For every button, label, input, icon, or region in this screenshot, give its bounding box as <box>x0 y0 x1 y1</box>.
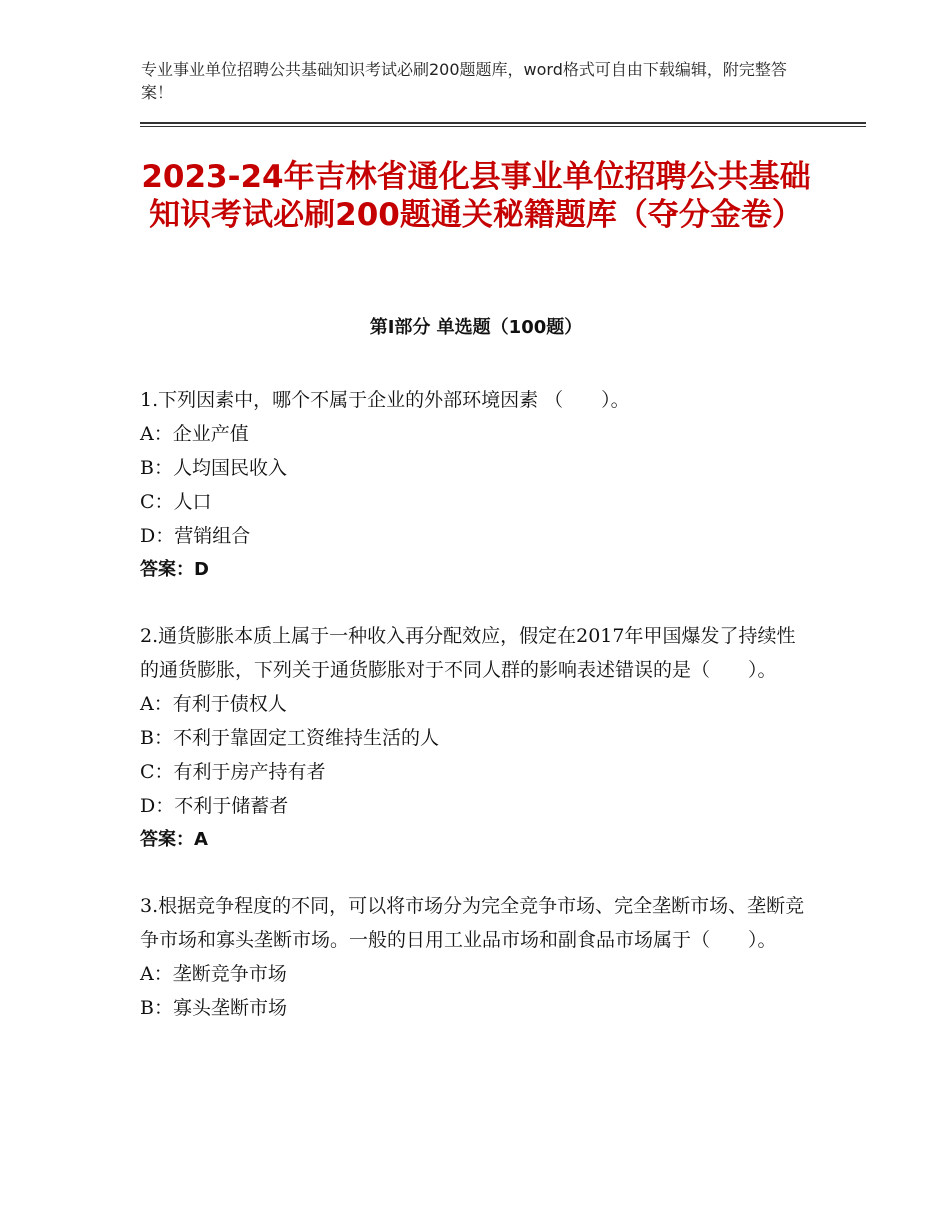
option-b: B：人均国民收入 <box>140 457 287 479</box>
question-stem: 2.通货膨胀本质上属于一种收入再分配效应，假定在2017年甲国爆发了持续性的通货膨胀，下列关于通货膨胀对于不同人群的影响表述错误的是（ ）。 <box>140 625 796 681</box>
answer-line: 答案：A <box>140 829 208 850</box>
option-c: C：有利于房产持有者 <box>140 761 326 783</box>
answer-line: 答案：D <box>140 559 209 580</box>
header-divider-thick <box>140 122 866 124</box>
option-a: A：垄断竞争市场 <box>140 963 287 985</box>
question-list <box>140 383 812 1057</box>
question-3 <box>140 889 812 1025</box>
option-d: D：营销组合 <box>140 525 251 547</box>
option-b: B：不利于靠固定工资维持生活的人 <box>140 727 439 749</box>
option-c: C：人口 <box>140 491 212 513</box>
section-title: 第Ⅰ部分 单选题（100题） <box>369 317 583 338</box>
option-a: A：有利于债权人 <box>140 693 287 715</box>
question-stem: 3.根据竞争程度的不同，可以将市场分为完全竞争市场、完全垄断市场、垄断竞争市场和寡头垄断市场。一般的日用工业品市场和副食品市场属于（ ）。 <box>140 895 805 951</box>
option-d: D：不利于储蓄者 <box>140 795 289 817</box>
question-2 <box>140 619 812 857</box>
option-a: A：企业产值 <box>140 423 249 445</box>
document-title: 2023-24年吉林省通化县事业单位招聘公共基础知识考试必刷200题通关秘籍题库（夺分金卷） <box>141 159 811 233</box>
header-divider-thin <box>140 126 866 127</box>
option-b: B：寡头垄断市场 <box>140 997 287 1019</box>
question-1 <box>140 383 812 587</box>
header-note: 专业事业单位招聘公共基础知识考试必刷200题题库，word格式可自由下载编辑，附完整答案！ <box>141 60 787 102</box>
question-stem: 1.下列因素中，哪个不属于企业的外部环境因素 （ ）。 <box>140 389 630 411</box>
